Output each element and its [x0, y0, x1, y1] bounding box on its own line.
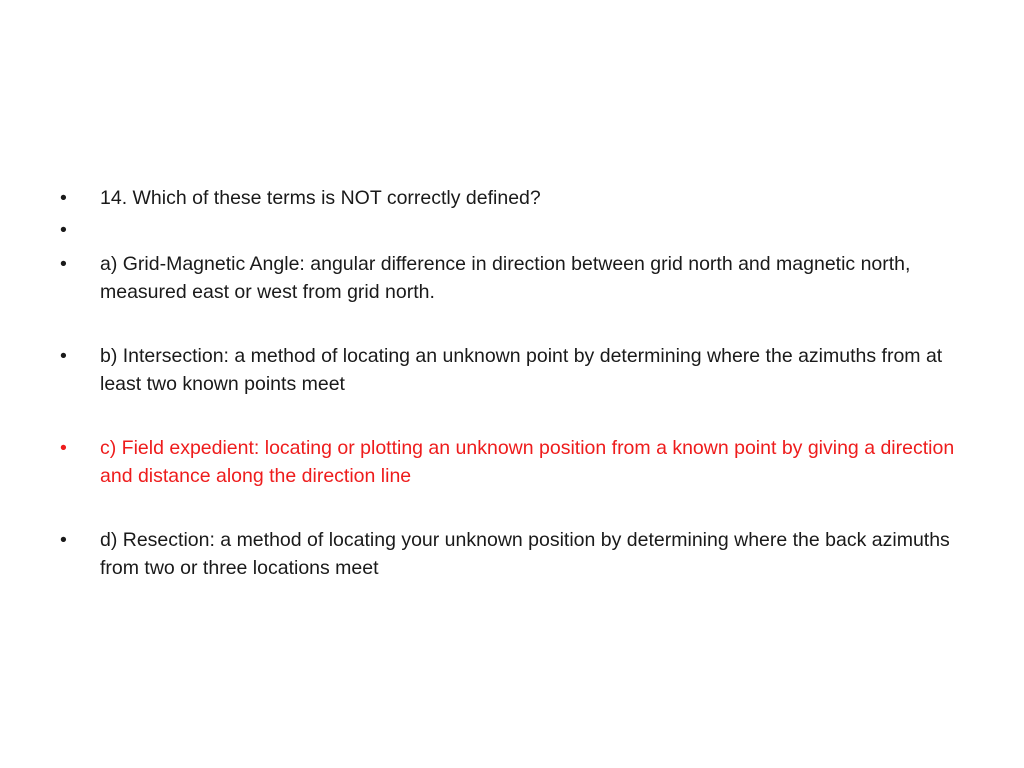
- bullet-icon: •: [60, 345, 67, 367]
- bullet-icon: •: [60, 437, 67, 459]
- empty-bullet-item: [56, 216, 966, 244]
- option-b-item: [56, 342, 966, 398]
- option-c-text: c) Field expedient: locating or plotting an unknown position from a known point by giving a direction and distance along the direction line: [100, 437, 955, 487]
- bullet-icon: •: [60, 219, 67, 241]
- question-text: 14. Which of these terms is NOT correctly defined?: [100, 187, 541, 209]
- option-b-text: b) Intersection: a method of locating an unknown point by determining where the azimuths from at least two known points meet: [100, 345, 943, 395]
- option-a-text: a) Grid-Magnetic Angle: angular difference in direction between grid north and magnetic north, measured east or west from grid north.: [100, 253, 911, 303]
- option-d-item: [56, 526, 966, 582]
- option-d-text: d) Resection: a method of locating your unknown position by determining where the back azimuths from two or three locations meet: [100, 529, 950, 579]
- bullet-icon: •: [60, 187, 67, 209]
- question-item: [56, 184, 966, 212]
- bullet-icon: •: [60, 529, 67, 551]
- bullet-list: [56, 184, 966, 582]
- option-a-item: [56, 250, 966, 306]
- bullet-icon: •: [60, 253, 67, 275]
- option-c-item: [56, 434, 966, 490]
